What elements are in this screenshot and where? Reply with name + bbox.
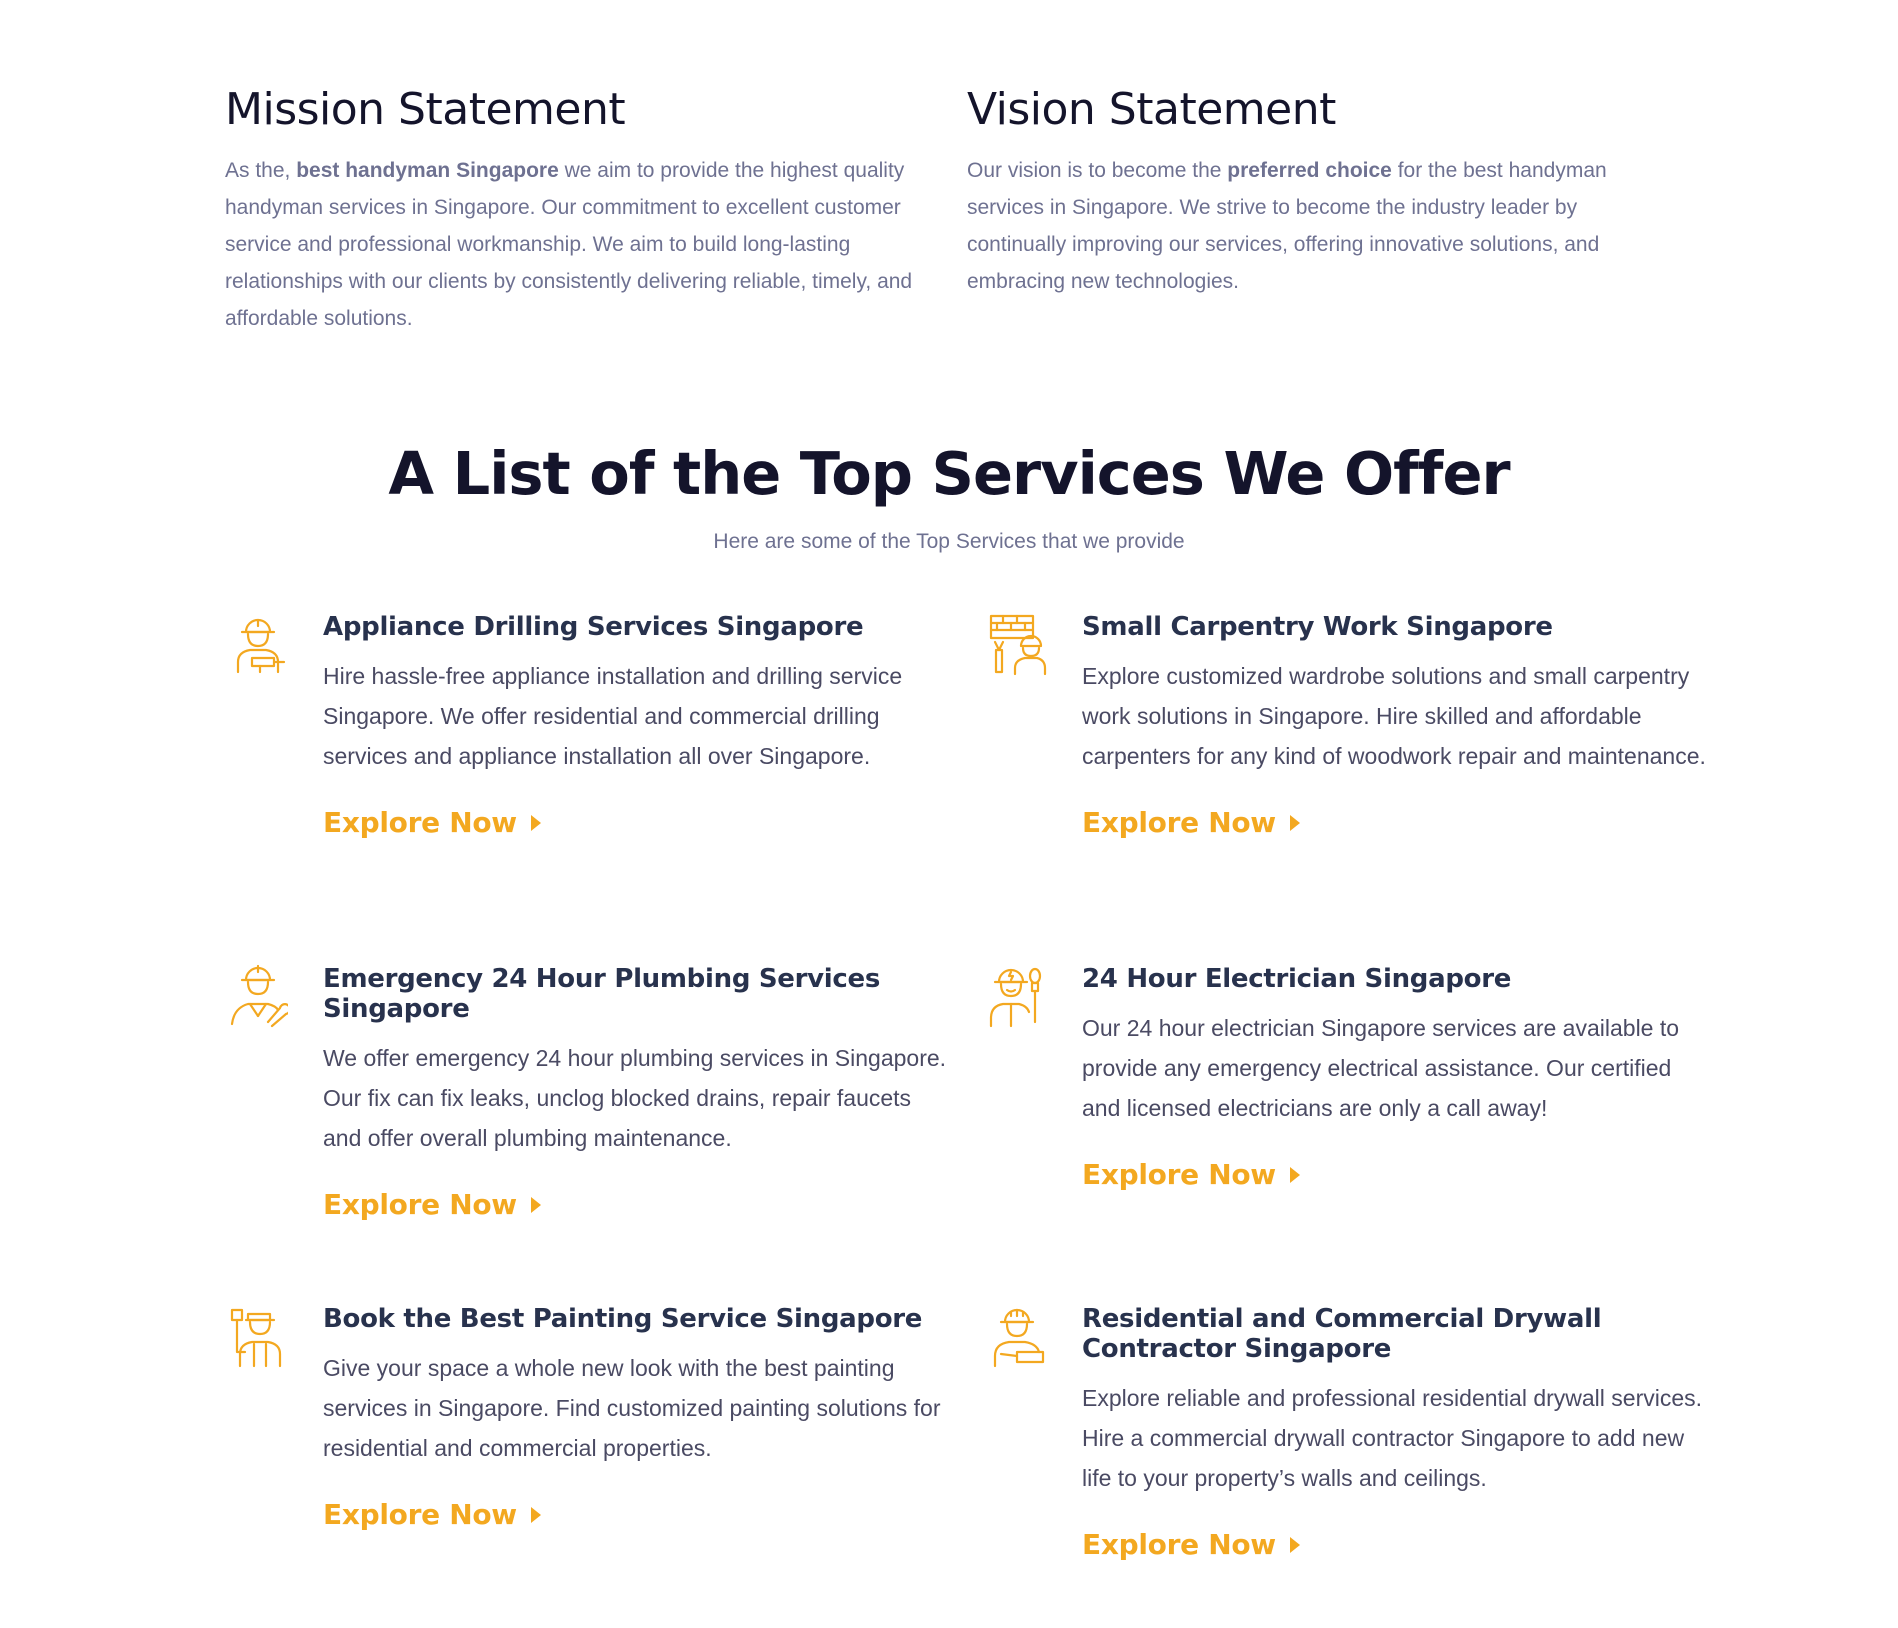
vision-text-end: for the best handyman services in Singapore. We strive to become the industry leader by continually improving our services, offering innovative solutions, and embracing new technologies. xyxy=(967,159,1607,293)
mission-text-bold: best handyman Singapore xyxy=(296,159,559,182)
service-title: Book the Best Painting Service Singapore xyxy=(323,1304,923,1334)
service-body xyxy=(323,964,948,1221)
caret-right-icon xyxy=(531,815,541,831)
vision-text xyxy=(967,152,1647,300)
service-title: Residential and Commercial Drywall Contractor Singapore xyxy=(1082,1304,1602,1364)
vision-text-bold: preferred choice xyxy=(1227,159,1392,182)
electrician-icon xyxy=(987,964,1047,1028)
painter-icon xyxy=(228,1304,288,1368)
services-section-subtitle: Here are some of the Top Services that we provide xyxy=(713,530,1185,553)
explore-now-label: Explore Now xyxy=(323,806,517,839)
service-body xyxy=(1082,1304,1707,1561)
caret-right-icon xyxy=(1290,1537,1300,1553)
service-body xyxy=(323,1304,948,1531)
explore-now-link[interactable] xyxy=(323,1188,541,1221)
caret-right-icon xyxy=(531,1507,541,1523)
carpenter-bricks-icon xyxy=(987,612,1047,676)
service-description: Explore reliable and professional residential drywall services. Hire a commercial drywall contractor Singapore to add new life to your property’s walls and ceilings. xyxy=(1082,1385,1703,1491)
service-description: Explore customized wardrobe solutions and small carpentry work solutions in Singapore. Hire skilled and affordable carpenters for any kind of woodwork repair and maintenance. xyxy=(1082,663,1706,769)
service-description: Hire hassle-free appliance installation and drilling service Singapore. We offer residential and commercial drilling services and appliance installation all over Singapore. xyxy=(323,663,903,769)
explore-now-label: Explore Now xyxy=(323,1188,517,1221)
explore-now-label: Explore Now xyxy=(1082,806,1276,839)
explore-now-link[interactable] xyxy=(323,1498,541,1531)
services-section-title: A List of the Top Services We Offer xyxy=(388,439,1510,508)
service-title: 24 Hour Electrician Singapore xyxy=(1082,964,1512,994)
service-description: Our 24 hour electrician Singapore services are available to provide any emergency electrical assistance. Our certified and licensed electricians are only a call away! xyxy=(1082,1015,1680,1121)
service-title: Emergency 24 Hour Plumbing Services Singapore xyxy=(323,964,881,1024)
service-body xyxy=(1082,964,1707,1191)
caret-right-icon xyxy=(1290,815,1300,831)
service-body xyxy=(323,612,948,839)
explore-now-link[interactable] xyxy=(1082,1528,1300,1561)
service-description: We offer emergency 24 hour plumbing services in Singapore. Our fix can fix leaks, unclog blocked drains, repair faucets and offer overall plumbing maintenance. xyxy=(323,1045,947,1151)
service-body xyxy=(1082,612,1707,839)
mission-text-start: As the, xyxy=(225,159,297,182)
vision-title: Vision Statement xyxy=(967,84,1336,135)
caret-right-icon xyxy=(1290,1167,1300,1183)
mission-text xyxy=(225,152,925,337)
mission-title: Mission Statement xyxy=(225,84,626,135)
plumber-wrench-icon xyxy=(228,964,288,1028)
worker-drill-icon xyxy=(228,612,288,676)
drywall-worker-icon xyxy=(987,1304,1047,1368)
explore-now-link[interactable] xyxy=(1082,1158,1300,1191)
explore-now-label: Explore Now xyxy=(323,1498,517,1531)
statements-row xyxy=(225,82,1675,337)
service-title: Appliance Drilling Services Singapore xyxy=(323,612,864,642)
explore-now-link[interactable] xyxy=(323,806,541,839)
explore-now-link[interactable] xyxy=(1082,806,1300,839)
caret-right-icon xyxy=(531,1197,541,1213)
service-description: Give your space a whole new look with the best painting services in Singapore. Find customized painting solutions for residential and commercial properties. xyxy=(323,1355,941,1461)
vision-statement xyxy=(967,82,1647,337)
vision-text-start: Our vision is to become the xyxy=(967,159,1228,182)
explore-now-label: Explore Now xyxy=(1082,1158,1276,1191)
service-title: Small Carpentry Work Singapore xyxy=(1082,612,1553,642)
mission-statement xyxy=(225,82,925,337)
explore-now-label: Explore Now xyxy=(1082,1528,1276,1561)
mission-text-end: we aim to provide the highest quality handyman services in Singapore. Our commitment to excellent customer service and professional workmanship. We aim to build long-lasting relationships with our clients by consistently delivering reliable, timely, and affordable solutions. xyxy=(225,159,913,330)
